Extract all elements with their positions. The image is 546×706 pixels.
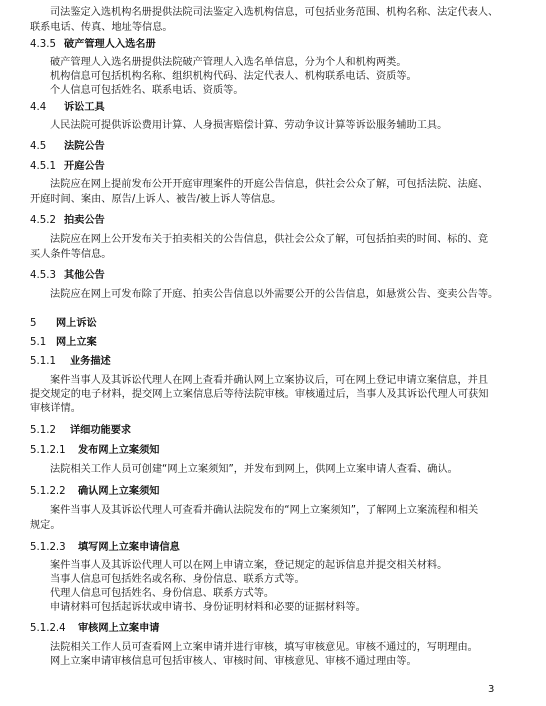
- section-heading-4-5: [30, 140, 105, 154]
- section-number: 5.1.2.1: [30, 445, 66, 456]
- body-text-line: 法院相关工作人员可创建“网上立案须知”，并发布到网上，供网上立案申请人查看、确认。: [50, 464, 458, 475]
- section-title: 审核网上立案申请: [78, 623, 160, 634]
- body-text-line: 法院应在网上提前发布公开开庭审理案件的开庭公告信息，供社会公众了解，可包括法院、法庭、: [50, 179, 489, 190]
- section-number: 5.1.2.3: [30, 542, 66, 553]
- body-text-line: 案件当事人及其诉讼代理人可查看并确认法院发布的“网上立案须知”，了解网上立案流程和相关: [50, 505, 479, 516]
- section-heading-5-1-2-2: [30, 485, 160, 499]
- section-heading-4-5-2: [30, 214, 105, 228]
- section-title: 业务描述: [70, 356, 111, 367]
- body-text-line: 破产管理人入选名册提供法院破产管理人入选名单信息，分为个人和机构两类。: [50, 57, 407, 68]
- body-text-line: 法院应在网上可发布除了开庭、拍卖公告信息以外需要公开的公告信息，如悬赏公告、变卖公告等。: [50, 289, 499, 300]
- section-heading-5-1-2-1: [30, 444, 160, 458]
- body-text-line: 网上立案申请审核信息可包括审核人、审核时间、审核意见、审核不通过理由等。: [50, 656, 417, 667]
- section-title: 其他公告: [64, 270, 105, 281]
- section-number: 4.5: [30, 141, 47, 152]
- section-number: 5.1: [30, 337, 47, 348]
- section-title: 网上立案: [56, 337, 97, 348]
- body-text-line: 法院应在网上公开发布关于拍卖相关的公告信息，供社会公众了解，可包括拍卖的时间、标的、竞: [50, 234, 489, 245]
- section-number: 5: [30, 318, 37, 329]
- section-number: 5.1.1: [30, 356, 56, 367]
- body-text-line: 案件当事人及其诉讼代理人在网上查看并确认网上立案协议后，可在网上登记申请立案信息，并且: [50, 375, 489, 386]
- section-number: 4.4: [30, 102, 47, 113]
- section-heading-5: [30, 317, 97, 331]
- section-title: 拍卖公告: [64, 215, 105, 226]
- body-text-line: 联系电话、传真、地址等信息。: [30, 22, 173, 33]
- body-text-line: 机构信息可包括机构名称、组织机构代码、法定代表人、机构联系电话、资质等。: [50, 71, 417, 82]
- body-text-line: 提交规定的电子材料，提交网上立案信息后等待法院审核。审核通过后，当事人及其诉讼代理人可获知: [30, 389, 489, 400]
- section-number: 4.5.1: [30, 161, 56, 172]
- body-text-line: 当事人信息可包括姓名或名称、身份信息、联系方式等。: [50, 574, 305, 585]
- section-title: 详细功能要求: [70, 425, 132, 436]
- body-text-line: 代理人信息可包括姓名、身份信息、联系方式等。: [50, 588, 275, 599]
- section-number: 5.1.2.2: [30, 486, 66, 497]
- section-number: 4.5.2: [30, 215, 56, 226]
- page-number: 3: [488, 684, 495, 695]
- section-title: 破产管理人入选名册: [64, 39, 156, 50]
- section-heading-5-1-2-4: [30, 622, 160, 636]
- section-title: 开庭公告: [64, 161, 105, 172]
- body-text-line: 规定。: [30, 520, 61, 531]
- section-title: 诉讼工具: [64, 102, 105, 113]
- section-title: 发布网上立案须知: [78, 445, 160, 456]
- body-text-line: 审核详情。: [30, 403, 81, 414]
- section-title: 网上诉讼: [56, 318, 97, 329]
- section-title: 确认网上立案须知: [78, 486, 160, 497]
- body-text-line: 开庭时间、案由、原告/上诉人、被告/被上诉人等信息。: [30, 194, 282, 205]
- body-text-line: 人民法院可提供诉讼费用计算、人身损害赔偿计算、劳动争议计算等诉讼服务辅助工具。: [50, 120, 448, 131]
- section-heading-4-3-5: [30, 38, 156, 52]
- body-text-line: 案件当事人及其诉讼代理人可以在网上申请立案，登记规定的起诉信息并提交相关材料。: [50, 560, 448, 571]
- body-text-line: 申请材料可包括起诉状或申请书、身份证明材料和必要的证据材料等。: [50, 602, 366, 613]
- section-heading-5-1-2: [30, 424, 131, 438]
- section-number: 5.1.2: [30, 425, 56, 436]
- body-text-line: 个人信息可包括姓名、联系电话、资质等。: [50, 85, 244, 96]
- section-number: 4.5.3: [30, 270, 56, 281]
- section-heading-5-1-1: [30, 355, 111, 369]
- body-text-line: 司法鉴定入选机构名册提供法院司法鉴定入选机构信息，可包括业务范围、机构名称、法定代表人、: [50, 7, 499, 18]
- section-number: 4.3.5: [30, 39, 56, 50]
- section-title: 法院公告: [64, 141, 105, 152]
- section-heading-4-5-1: [30, 160, 105, 174]
- section-heading-5-1: [30, 336, 97, 350]
- section-heading-5-1-2-3: [30, 541, 180, 555]
- body-text-line: 买人条件等信息。: [30, 249, 112, 260]
- section-heading-4-4: [30, 101, 105, 115]
- body-text-line: 法院相关工作人员可查看网上立案申请并进行审核，填写审核意见。审核不通过的，写明理由。: [50, 642, 478, 653]
- section-heading-4-5-3: [30, 269, 105, 283]
- section-title: 填写网上立案申请信息: [78, 542, 180, 553]
- section-number: 5.1.2.4: [30, 623, 66, 634]
